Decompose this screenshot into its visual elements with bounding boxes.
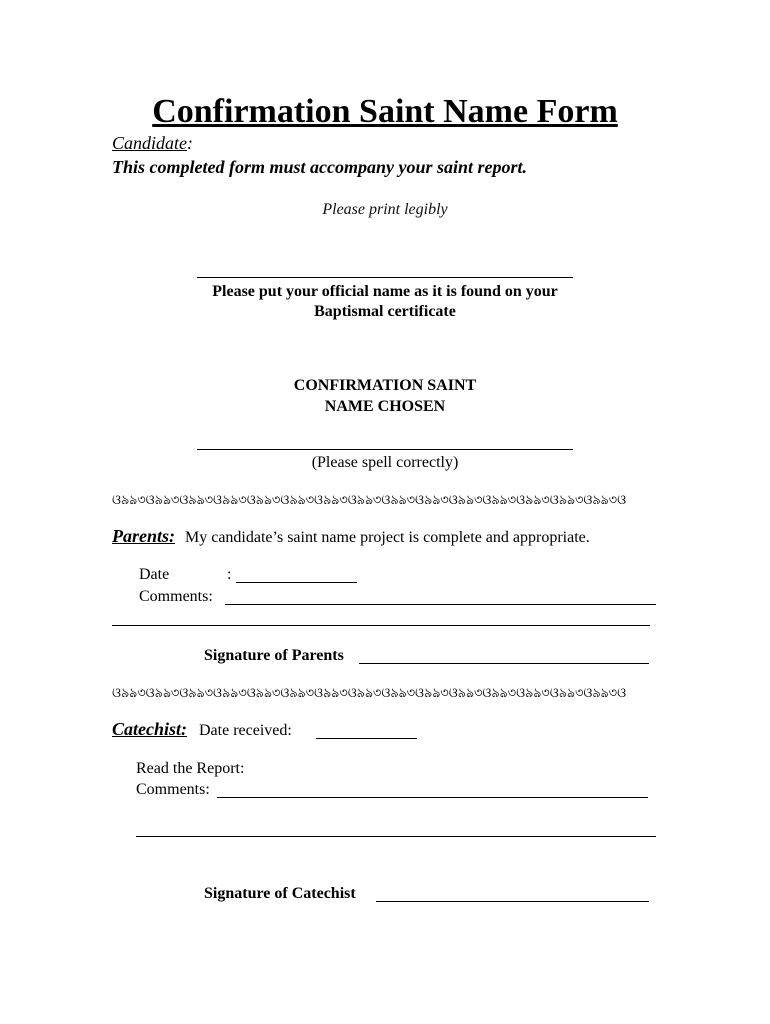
catechist-label: Catechist: xyxy=(112,719,187,739)
spell-correctly-hint: (Please spell correctly) xyxy=(311,454,459,471)
saint-name-heading-1: CONFIRMATION SAINT xyxy=(293,377,477,394)
candidate-label: Candidate xyxy=(112,133,187,153)
catechist-date-received-field[interactable] xyxy=(316,738,417,739)
parents-date-label: Date xyxy=(139,566,170,583)
parents-comments-field-line-2[interactable] xyxy=(112,625,650,626)
parents-date-colon: : xyxy=(227,566,232,583)
parents-label: Parents: xyxy=(112,526,175,546)
official-name-field[interactable] xyxy=(197,277,573,278)
parents-comments-label: Comments: xyxy=(139,588,213,605)
saint-name-heading-2: NAME CHOSEN xyxy=(324,398,446,415)
catechist-row xyxy=(112,719,292,740)
parents-signature-field[interactable] xyxy=(359,663,649,664)
parents-date-field[interactable] xyxy=(236,582,357,583)
print-legibly-instruction: Please print legibly xyxy=(322,201,448,218)
catechist-comments-field-line-2[interactable] xyxy=(136,836,656,837)
saint-name-field[interactable] xyxy=(197,449,573,450)
candidate-label-row xyxy=(112,133,193,154)
catechist-comments-field[interactable] xyxy=(217,797,648,798)
catechist-signature-field[interactable] xyxy=(376,901,649,902)
candidate-colon: : xyxy=(187,133,193,153)
official-name-caption-1: Please put your official name as it is found on your xyxy=(212,283,558,300)
catechist-read-report-label: Read the Report: xyxy=(136,760,245,777)
parents-signature-label: Signature of Parents xyxy=(204,647,344,664)
ornament-divider-2: ଓ৯ঌ৩ଓ৯ঌ৩ଓ৯ঌ৩ଓ৯ঌ৩ଓ৯ঌ৩ଓ৯ঌ৩ଓ৯ঌ৩ଓ৯ঌ৩ଓ৯ঌ৩ଓ৯ঌ৩ଓ৯ঌ৩ଓ৯ঌ৩ଓ৯ঌ৩ଓ৯ঌ৩ଓ৯ঌ৩ଓ xyxy=(112,687,627,699)
page-title: Confirmation Saint Name Form xyxy=(152,93,618,130)
parents-row xyxy=(112,526,590,547)
candidate-note: This completed form must accompany your saint report. xyxy=(112,157,528,177)
catechist-comments-label: Comments: xyxy=(136,781,210,798)
catechist-date-received-label: Date received: xyxy=(199,722,292,739)
parents-statement: My candidate’s saint name project is complete and appropriate. xyxy=(185,529,590,546)
ornament-divider: ଓ৯ঌ৩ଓ৯ঌ৩ଓ৯ঌ৩ଓ৯ঌ৩ଓ৯ঌ৩ଓ৯ঌ৩ଓ৯ঌ৩ଓ৯ঌ৩ଓ৯ঌ৩ଓ৯ঌ৩ଓ৯ঌ৩ଓ৯ঌ৩ଓ৯ঌ৩ଓ৯ঌ৩ଓ৯ঌ৩ଓ xyxy=(112,494,627,506)
parents-comments-field[interactable] xyxy=(225,604,656,605)
official-name-caption-2: Baptismal certificate xyxy=(314,303,456,320)
catechist-signature-label: Signature of Catechist xyxy=(204,885,356,902)
